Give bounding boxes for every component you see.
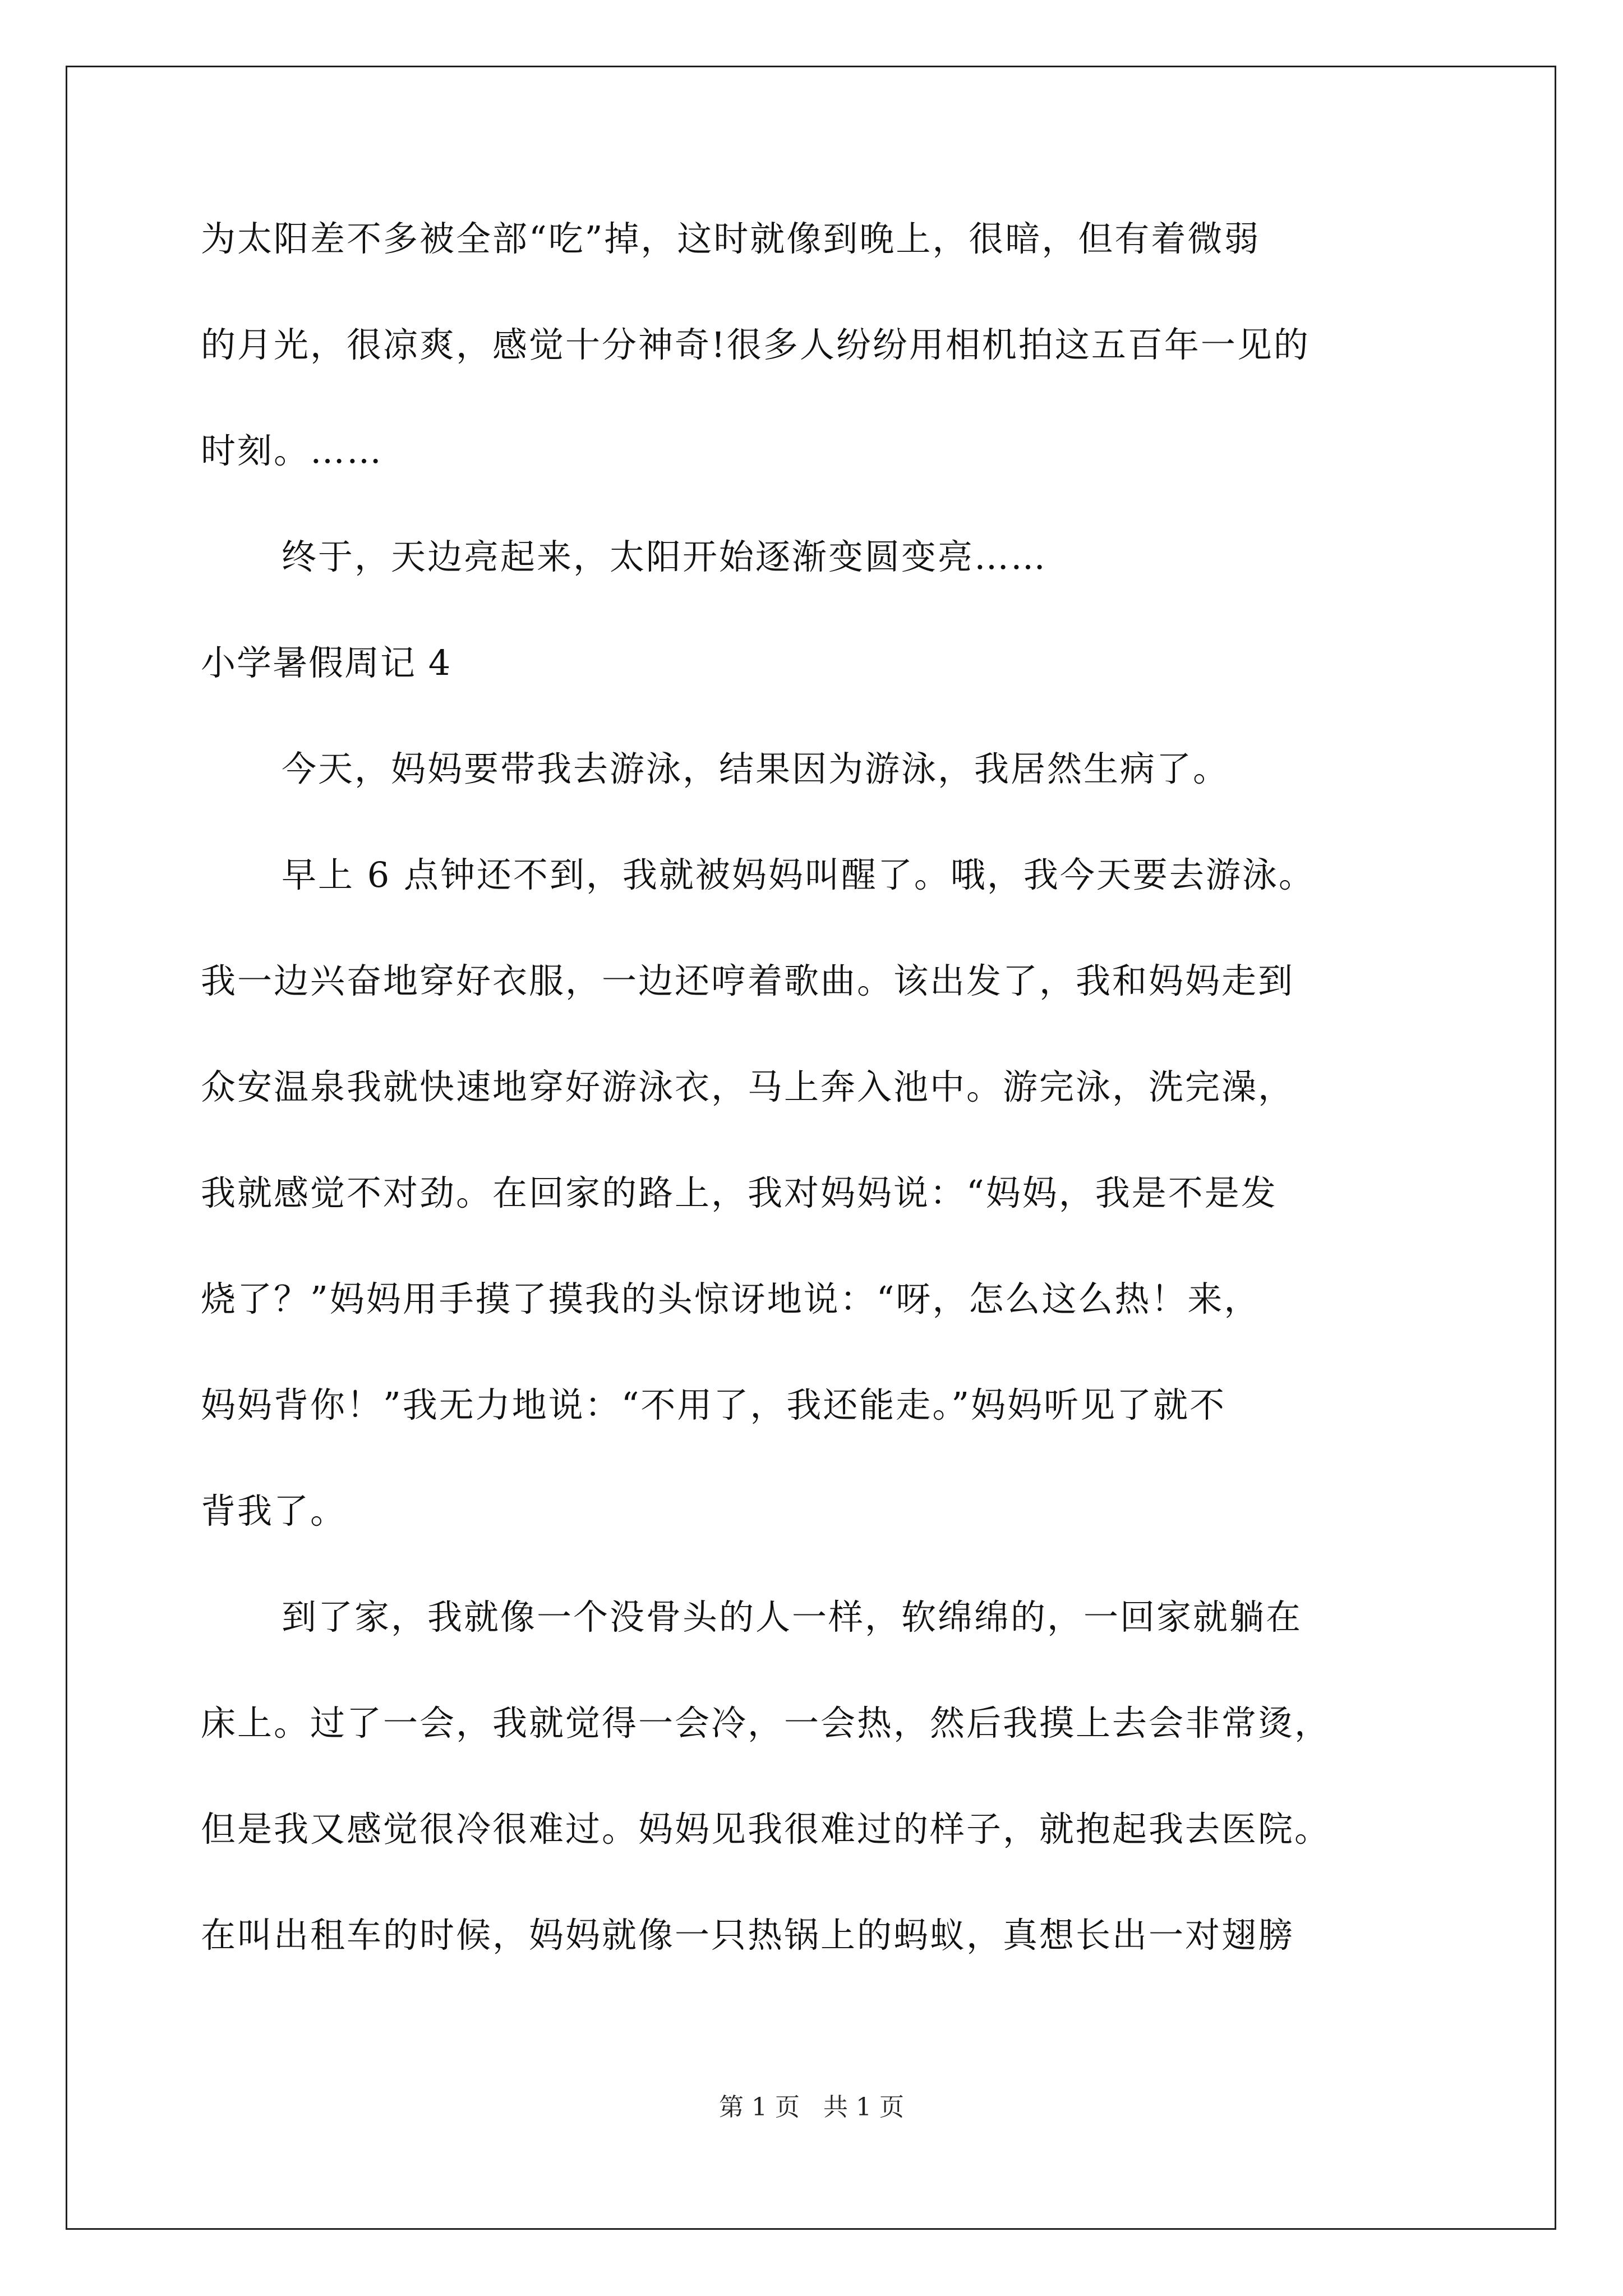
page-footer: 第 1 页 共 1 页 bbox=[719, 2093, 904, 2122]
text-line: 早上 6 点钟还不到，我就被妈妈叫醒了。哦，我今天要去游泳。 bbox=[282, 854, 1315, 895]
text-line: 的月光，很凉爽，感觉十分神奇!很多人纷纷用相机拍这五百年一见的 bbox=[201, 324, 1310, 365]
text-line: 为太阳差不多被全部“吃”掉，这时就像到晚上，很暗，但有着微弱 bbox=[201, 218, 1261, 259]
text-line: 时刻。…… bbox=[201, 430, 384, 471]
document-body bbox=[201, 218, 1435, 2024]
text-line: 烧了？”妈妈用手摸了摸我的头惊讶地说：“呀，怎么这么热！来， bbox=[201, 1278, 1261, 1319]
text-line: 但是我又感觉很冷很难过。妈妈见我很难过的样子，就抱起我去医院。 bbox=[201, 1809, 1331, 1849]
text-line: 在叫出租车的时候，妈妈就像一只热锅上的蚂蚁，真想长出一对翅膀 bbox=[201, 1915, 1295, 1955]
text-line: 众安温泉我就快速地穿好游泳衣，马上奔入池中。游完泳，洗完澡， bbox=[201, 1066, 1295, 1107]
text-line: 我就感觉不对劲。在回家的路上，我对妈妈说：“妈妈，我是不是发 bbox=[201, 1172, 1278, 1213]
section-heading: 小学暑假周记 4 bbox=[201, 642, 452, 683]
text-line: 到了家，我就像一个没骨头的人一样，软绵绵的，一回家就躺在 bbox=[282, 1596, 1303, 1637]
text-line: 今天，妈妈要带我去游泳，结果因为游泳，我居然生病了。 bbox=[282, 748, 1230, 789]
text-line: 床上。过了一会，我就觉得一会冷，一会热，然后我摸上去会非常烫， bbox=[201, 1703, 1331, 1743]
text-line: 背我了。 bbox=[201, 1490, 347, 1531]
text-line: 我一边兴奋地穿好衣服，一边还哼着歌曲。该出发了，我和妈妈走到 bbox=[201, 960, 1295, 1001]
text-line: 终于，天边亮起来，太阳开始逐渐变圆变亮…… bbox=[282, 536, 1048, 577]
text-line: 妈妈背你！”我无力地说：“不用了，我还能走。”妈妈听见了就不 bbox=[201, 1384, 1227, 1425]
